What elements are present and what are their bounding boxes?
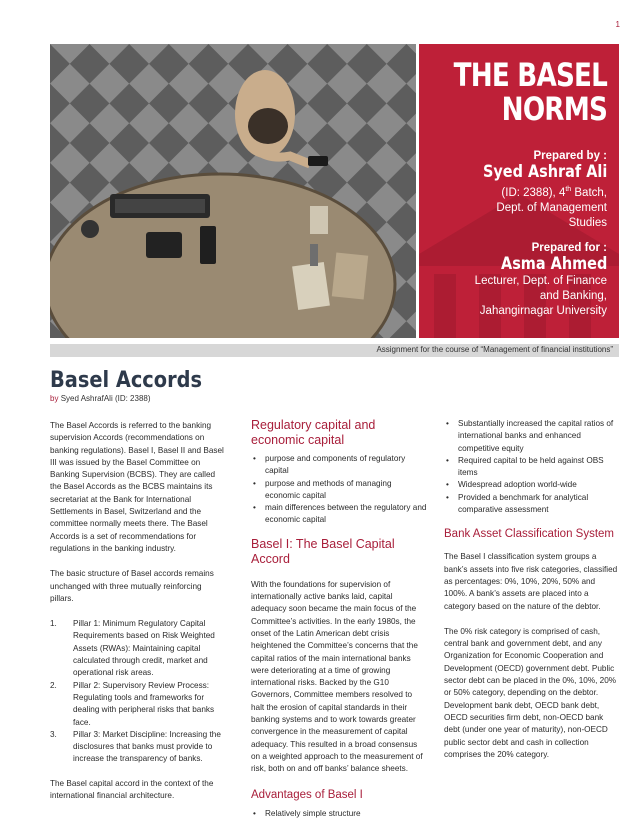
regulatory-capital-heading: Regulatory capital and economic capital: [251, 418, 376, 447]
author-id-sup: th: [565, 186, 572, 193]
list-item-number: 2.: [50, 680, 57, 690]
classification-heading: Bank Asset Classification System: [444, 528, 615, 541]
column-2: [251, 418, 427, 830]
list-item: [50, 618, 226, 679]
zero-percent-paragraph: The 0% risk category is comprised of cash, central bank and government debt, and any Organization for Economic Cooperation and Development (OECD) government debt. Public sector debt can be placed in the 0%, 10%, 20% or 50% category, depending on the debtor. Development bank debt, OECD bank debt, OECD securities firm debt, non-OECD bank debt (under one year of maturity), non-OECD public sector debt and cash in collection comprises the 20% category.: [444, 626, 617, 759]
intro-paragraph: The Basel Accords is referred to the banking supervision Accords (recommendations on banking regulations). Basel I, Basel II and Basel III was issued by the Basel Committee on Banking Supervision (BCBS). They are called the Basel Accords as the BCBS maintains its secretariat at the Bank for International Settlements in Basel, Switzerland and the committee normally meets there. The Basel Accords is a set of recommendations for regulations in the banking industry.: [50, 421, 224, 553]
list-item: • Provided a benchmark for analytical comparative assessment: [444, 492, 620, 517]
assignment-note: Assignment for the course of “Management of financial institutions”: [376, 345, 613, 354]
author-dept-1: Dept. of Management: [496, 201, 607, 214]
cover-title: [454, 58, 607, 126]
list-item-text: Pillar 1: Minimum Regulatory Capital Requirements based on Risk Weighted Assets (RWAs): Maintaining capital calculated through credit, market and operational risk areas.: [73, 619, 215, 678]
page-number: 1: [615, 20, 620, 29]
column-3: [444, 418, 620, 774]
author-id-suffix: Batch,: [571, 186, 607, 199]
list-item: • purpose and components of regulatory capital: [251, 453, 427, 478]
advantages-heading: Advantages of Basel I: [251, 788, 363, 801]
cover-title-line1: THE BASEL: [453, 56, 607, 94]
author-id: [461, 182, 607, 201]
list-item-number: 3.: [50, 729, 57, 739]
advantages-bullets-continued: [444, 418, 620, 516]
recipient-name: Asma Ahmed: [500, 254, 607, 274]
regulatory-capital-bullets: [251, 453, 427, 527]
pillars-list: [50, 618, 226, 766]
article-title: Basel Accords: [50, 368, 203, 393]
list-item-text: Pillar 3: Market Discipline: Increasing the disclosures that banks must provide to increase the transparency of banks.: [73, 729, 221, 764]
assignment-bar: [50, 344, 619, 357]
advantages-bullets: [251, 808, 427, 820]
recipient-title-2: and Banking,: [539, 290, 607, 302]
basel-1-heading: Basel I: The Basel Capital Accord: [251, 536, 395, 566]
list-item: • Widespread adoption world-wide: [444, 479, 620, 491]
list-item: • purpose and methods of managing economic capital: [251, 478, 427, 503]
list-item: • main differences between the regulatory and economic capital: [251, 502, 427, 527]
office-desk-illustration: [50, 44, 416, 338]
list-item: • Relatively simple structure: [251, 808, 427, 820]
column-1: [50, 420, 226, 815]
closing-paragraph: The Basel capital accord in the context of the international financial architecture.: [50, 778, 214, 801]
list-item: • Required capital to be held against OBS items: [444, 455, 620, 480]
recipient-title-3: Jahangirnagar University: [479, 305, 607, 317]
recipient-title-1: Lecturer, Dept. of Finance: [474, 275, 607, 287]
prepared-by-block: [461, 150, 607, 231]
byline: [50, 394, 151, 403]
cover-title-line2: NORMS: [501, 90, 607, 128]
cover-title-panel: [419, 44, 619, 338]
cover-photo: [50, 44, 416, 338]
author-id-prefix: (ID: 2388), 4: [501, 186, 566, 199]
prepared-by-label: Prepared by :: [533, 150, 607, 162]
author-name: Syed Ashraf Ali: [482, 162, 607, 182]
list-item-number: 1.: [50, 619, 57, 629]
author-dept-2: Studies: [568, 216, 607, 229]
structure-paragraph: The basic structure of Basel accords remains unchanged with three mutually reinforcing pillars.: [50, 569, 214, 603]
prepared-for-block: [475, 242, 607, 319]
list-item: [50, 680, 226, 729]
prepared-for-label: Prepared for :: [531, 242, 607, 254]
byline-by: by: [50, 394, 59, 403]
classification-paragraph: The Basel I classification system groups a bank’s assets into five risk categories, classified as percentages: 0%, 10%, 20%, 50% and 100%. A bank’s assets are placed into a category based on the nature of the debtor.: [444, 552, 618, 611]
list-item: [50, 729, 226, 766]
list-item: • Substantially increased the capital ratios of international banks and enhanced competitive equity: [444, 418, 620, 455]
byline-author: Syed AshrafAli (ID: 2388): [60, 394, 151, 403]
basel-1-paragraph: With the foundations for supervision of internationally active banks laid, capital adequacy soon became the main focus of the Committee’s activities. In the early 1980s, the onset of the Latin American debt crisis heightened the Committee’s concerns that the capital ratios of the main international banks were deteriorating at a time of growing international risks. Backed by the G10 Governors, Committee members resolved to halt the erosion of capital standards in their banking systems and to work towards greater convergence in the measurement of capital adequacy. This resulted in a broad consensus on a weighted approach to the measurement of risk, both on and off banks’ balance sheets.: [251, 579, 423, 774]
list-item-text: Pillar 2: Supervisory Review Process: Regulating tools and frameworks for dealing with peripheral risks that banks face.: [73, 680, 215, 727]
